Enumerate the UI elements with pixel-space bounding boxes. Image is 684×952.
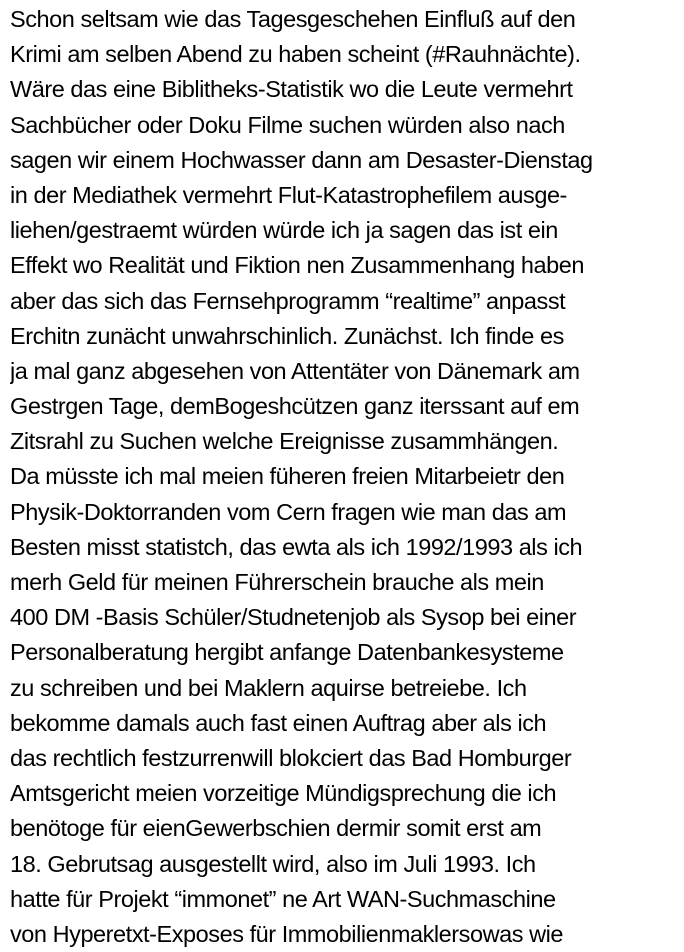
text-line: Physik-Doktorranden vom Cern fragen wie man das am [10,498,567,525]
text-line: sagen wir einem Hochwasser dann am Desaster-Dienstag [10,146,593,173]
text-line: von Hyperetxt-Exposes für Immobilienmaklersowas wie [10,920,564,947]
text-line: Amtsgericht meien vorzeitige Mündigsprechung die ich [10,780,557,807]
text-line: Erchitn zunächt unwahrschinlich. Zunächst. Ich finde es [10,322,564,349]
text-line: hatte für Projekt “immonet” ne Art WAN-Suchmaschine [10,885,556,912]
text-line: zu schreiben und bei Maklern aquirse betreiebe. Ich [10,674,527,701]
text-line: Zitsrahl zu Suchen welche Ereignisse zusammhängen. [10,428,559,455]
text-line: Personalberatung hergibt anfange Datenbankesysteme [10,639,564,666]
text-line: liehen/gestraemt würden würde ich ja sagen das ist ein [10,217,558,244]
text-line: aber das sich das Fernsehprogramm “realtime” anpasst [10,287,566,314]
text-line: das rechtlich festzurrenwill blokciert das Bad Homburger [10,744,572,771]
text-line: Schon seltsam wie das Tagesgeschehen Einfluß auf den [10,6,576,32]
text-line: in der Mediathek vermehrt Flut-Katastrophefilem ausge- [10,181,567,208]
text-line: merh Geld für meinen Führerschein brauche als mein [10,569,544,595]
text-line: Sachbücher oder Doku Filme suchen würden also nach [10,111,565,138]
text-line: 18. Gebrutsag ausgestellt wird, also im Juli 1993. Ich [10,850,536,877]
text-line: Wäre das eine Biblitheks-Statistik wo die Leute vermehrt [10,76,573,103]
text-line: bekomme damals auch fast einen Auftrag aber als ich [10,709,547,736]
body-text [10,2,682,952]
text-line: Besten misst statistch, das ewta als ich 1992/1993 als ich [10,533,583,560]
text-line: benötoge für eienGewerbschien dermir somit erst am [10,815,542,842]
text-line: Da müsste ich mal meien füheren freien Mitarbeietr den [10,463,565,490]
text-line: Effekt wo Realität und Fiktion nen Zusammenhang haben [10,252,585,279]
text-line: Gestrgen Tage, demBogeshcützen ganz iterssant auf em [10,393,580,420]
text-line: 400 DM -Basis Schüler/Studnetenjob als Sysop bei einer [10,604,577,631]
text-line: Krimi am selben Abend zu haben scheint (#Rauhnächte). [10,41,581,68]
text-line: ja mal ganz abgesehen von Attentäter von Dänemark am [10,357,580,384]
